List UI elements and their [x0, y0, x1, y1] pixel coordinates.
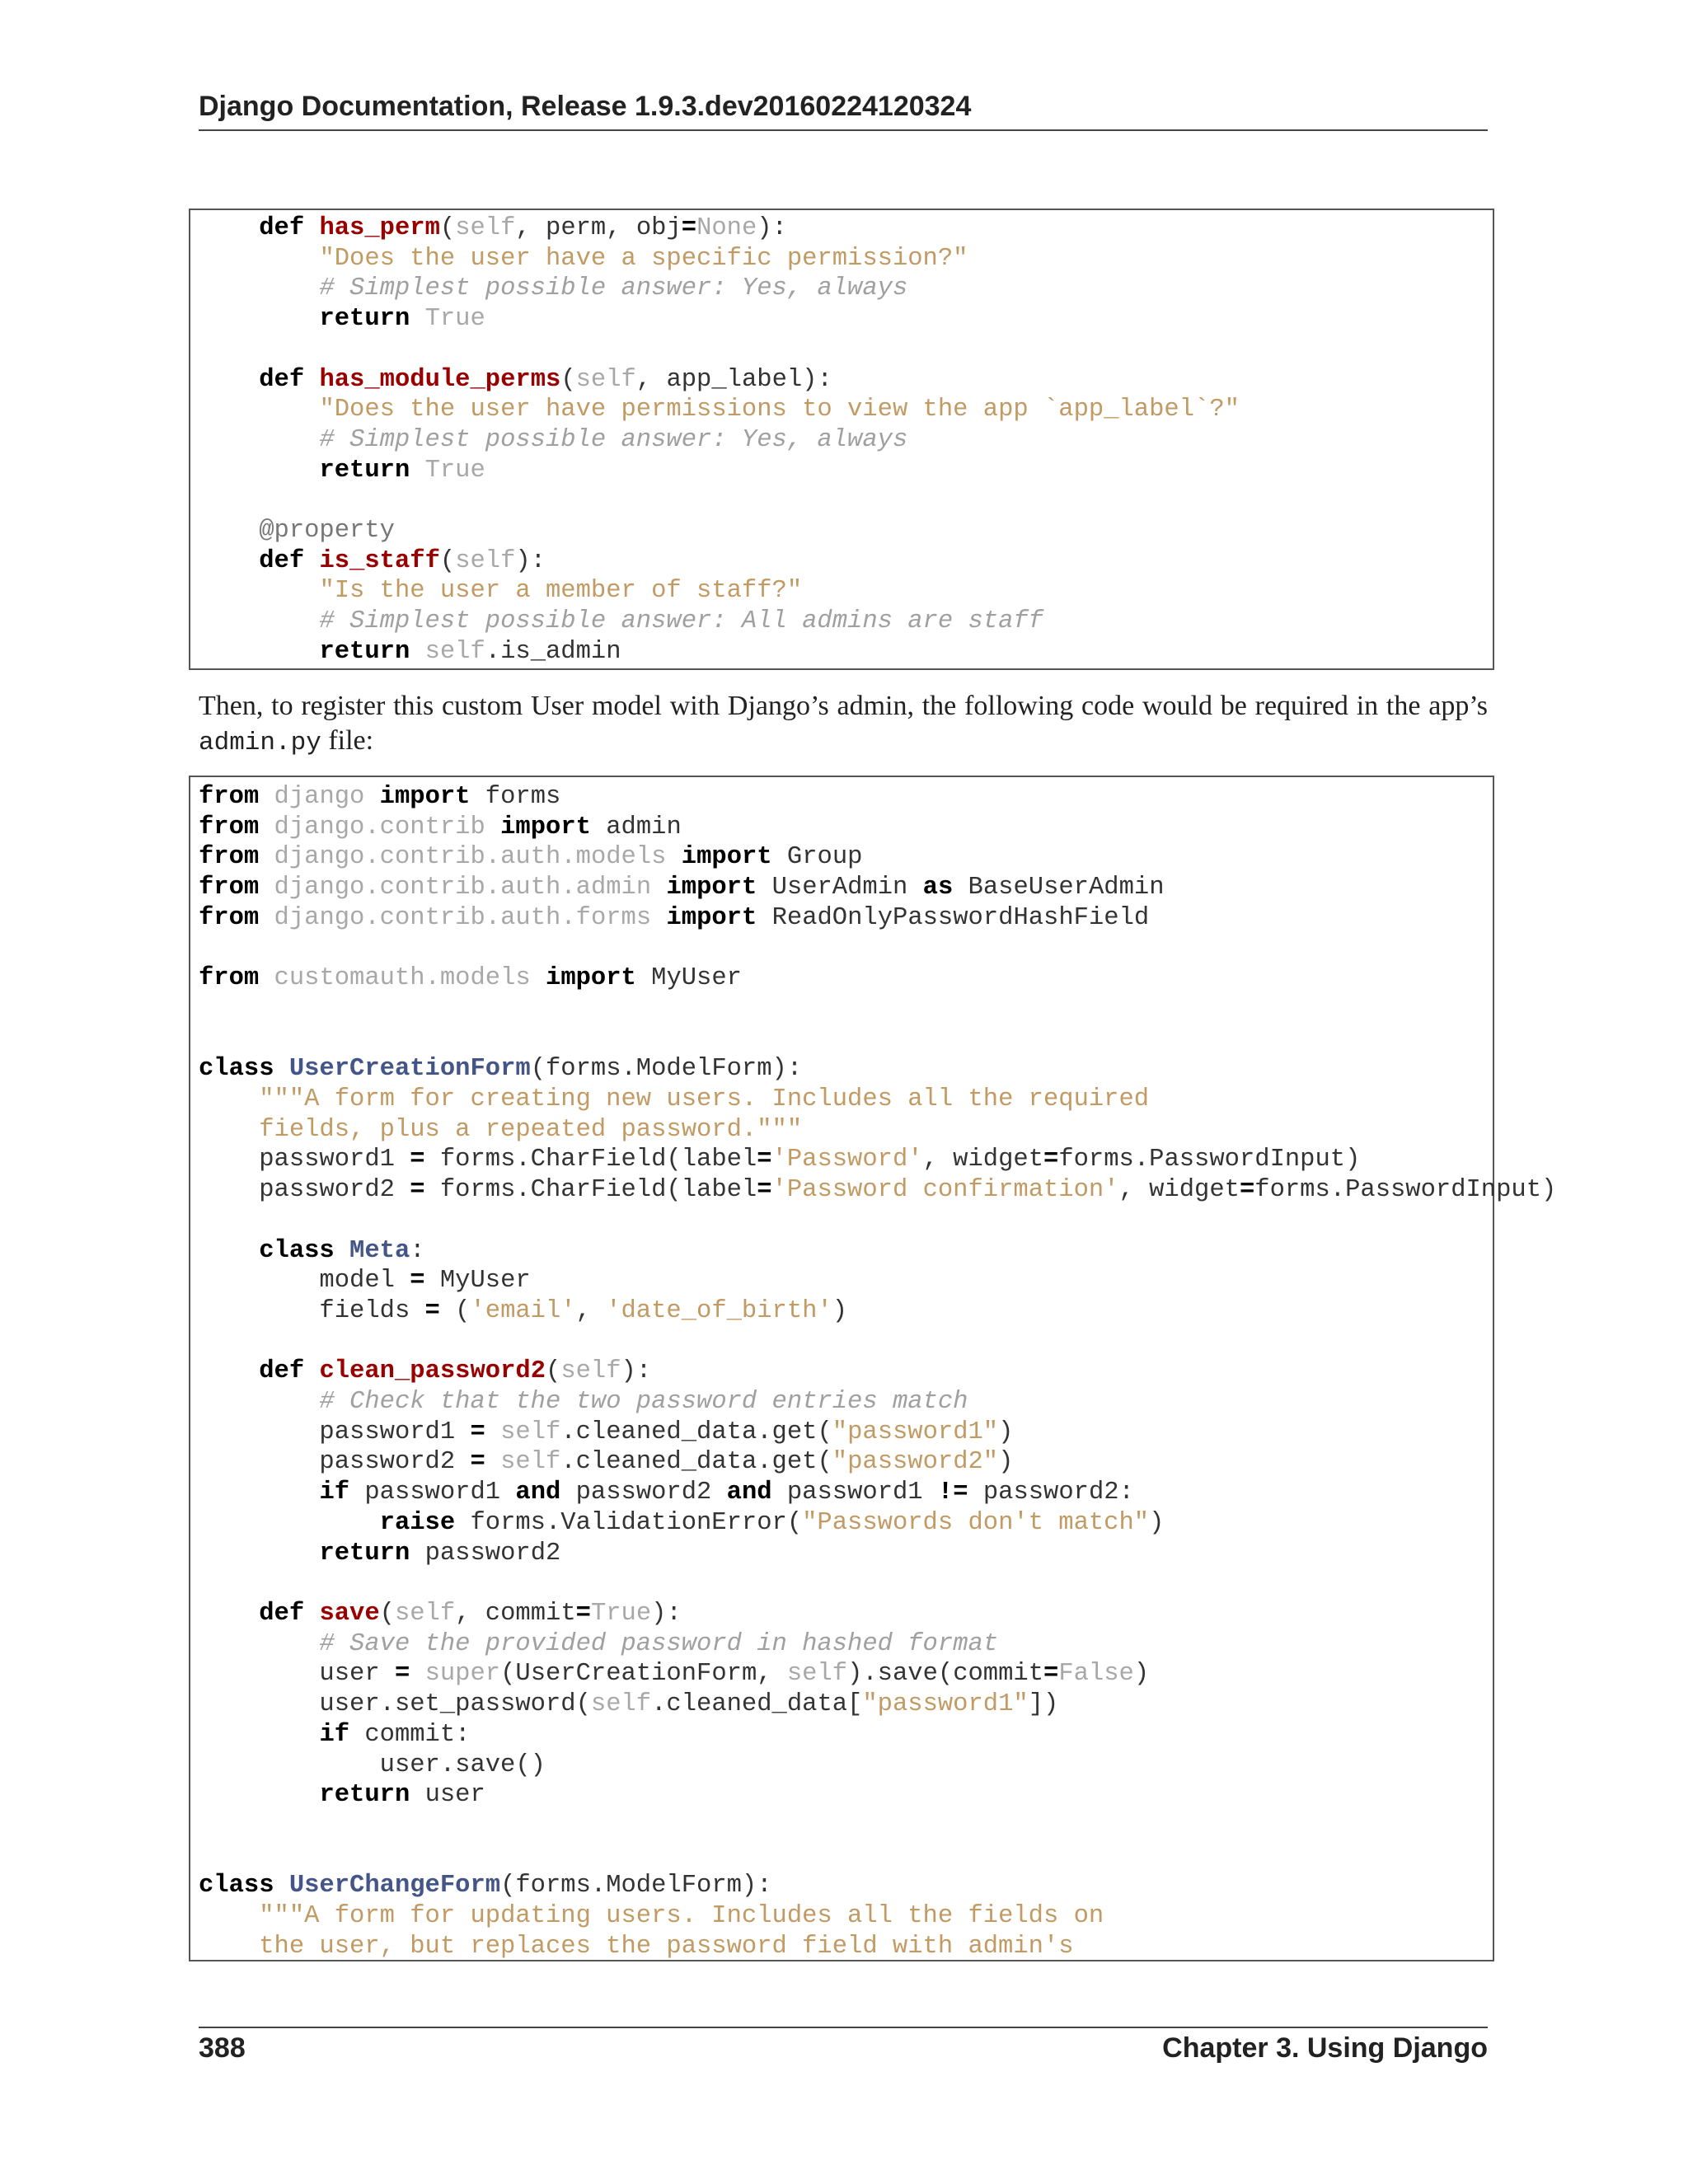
inline-code-filename: admin.py — [199, 729, 321, 757]
paragraph-text: Then, to register this custom User model with Django’s admin, the following code would be required in the app’s — [199, 691, 1488, 721]
paragraph-text-end: file: — [321, 725, 374, 756]
page-header-title: Django Documentation, Release 1.9.3.dev20160224120324 — [199, 91, 1488, 131]
footer-divider — [199, 2027, 1488, 2028]
page-number: 388 — [199, 2032, 246, 2064]
code-listing: def has_perm(self, perm, obj=None): "Does the user have a specific permission?" # Simplest possible answer: Yes, always return True def has_module_perms(self, app_label): "Does the user have permissions to view the app `app_label`?" # Simplest possible answer: Yes, always return True @property def is_staff(self): "Is the user a member of staff?" # Simplest possible answer: All admins are staff return self.is_admin — [259, 214, 1240, 666]
code-listing: from django import forms from django.contrib import admin from django.contrib.auth.models import Group from django.contrib.auth.admin import UserAdmin as BaseUserAdmin from django.contrib.auth.forms import ReadOnlyPasswordHashField from customauth.models import MyUser class UserCreationForm(forms.ModelForm): """A form for creating new users. Includes all the required fields, plus a repeated password.""" password1 = forms.CharField(label='Password', widget=forms.PasswordInput) password2 = forms.CharField(label='Password confirmation', widget=forms.PasswordInput) class Meta: model = MyUser fields = ('email', 'date_of_birth') def clean_password2(self): # Check that the two password entries match password1 = self.cleaned_data.get("password1") password2 = self.cleaned_data.get("password2") if password1 and password2 and password1 != password2: raise forms.ValidationError("Passwords don't match") return password2 def save(self, commit=True): # Save the provided password in hashed format user = super(UserCreationForm, self).save(commit=False) user.set_password(self.cleaned_data["password1"]) if commit: user.save() return user class UserChangeForm(forms.ModelForm): """A form for updating users. Includes all the fields on the user, but replaces the password field with admin's — [199, 783, 1557, 1961]
code-block-admin-forms — [189, 776, 1557, 1961]
chapter-title: Chapter 3. Using Django — [1162, 2032, 1488, 2064]
body-paragraph — [199, 689, 1488, 761]
code-block-user-permissions — [189, 209, 1494, 670]
